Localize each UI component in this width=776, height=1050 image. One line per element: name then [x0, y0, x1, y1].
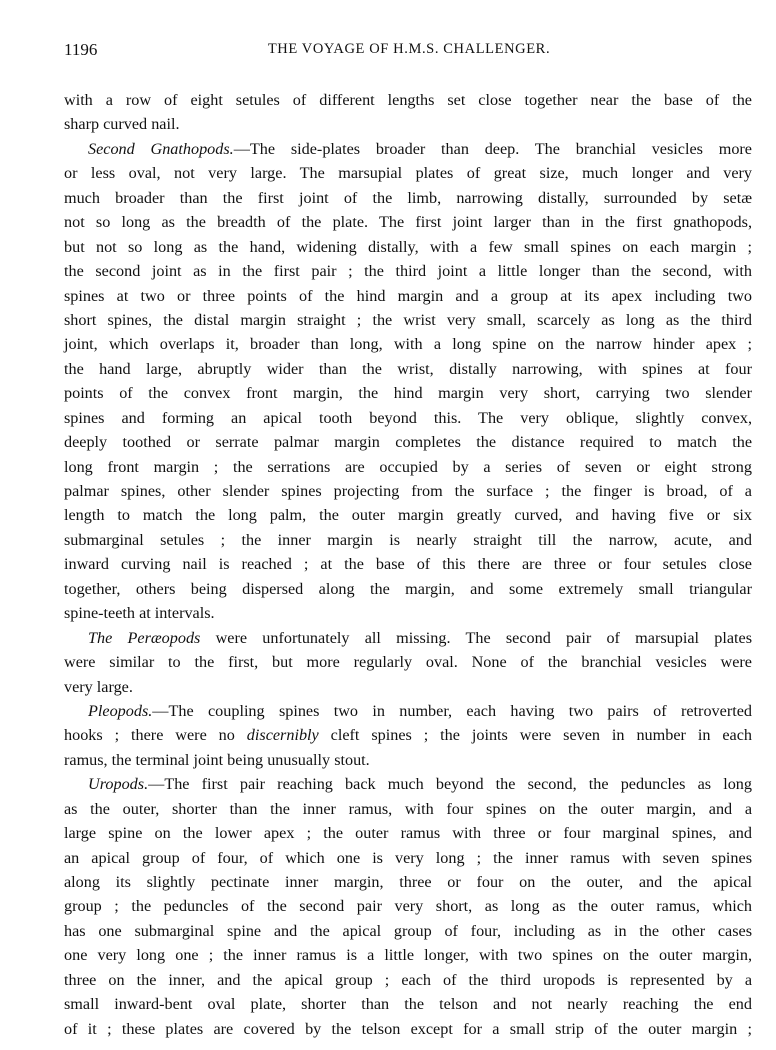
text-line [64, 552, 752, 576]
text-segment: large spine on the lower apex ; the outer ramus with three or four marginal spines, and [64, 824, 752, 843]
text-segment: —The first pair reaching back much beyond the second, the peduncles as long [148, 775, 752, 794]
text-line [64, 112, 752, 136]
text-segment: together, others being dispersed along the margin, and some extremely small triangular [64, 579, 752, 598]
text-segment: small inward-bent oval plate, shorter than the telson and not nearly reaching the end [64, 995, 752, 1014]
text-line [64, 137, 752, 161]
text-segment: group ; the peduncles of the second pair very short, as long as the outer ramus, which [64, 897, 752, 916]
text-segment: the second joint as in the first pair ; the third joint a little longer than the second, with [64, 262, 752, 281]
text-line [64, 919, 752, 943]
text-segment: ramus, the terminal joint being unusually stout. [64, 750, 370, 769]
text-segment: an apical group of four, of which one is very long ; the inner ramus with seven spines [64, 848, 752, 867]
text-line [64, 772, 752, 796]
text-line [64, 1017, 752, 1041]
text-segment: the hand large, abruptly wider than the wrist, distally narrowing, with spines at four [64, 359, 752, 378]
text-line [64, 503, 752, 527]
text-segment: spines and forming an apical tooth beyond this. The very oblique, slightly convex, [64, 408, 752, 427]
text-segment: three on the inner, and the apical group ; each of the third uropods is represented by a [64, 970, 752, 989]
text-segment: as the outer, shorter than the inner ramus, with four spines on the outer margin, and a [64, 799, 752, 818]
text-line [64, 308, 752, 332]
text-segment: along its slightly pectinate inner margin, three or four on the outer, and the apical [64, 873, 752, 891]
text-segment: deeply toothed or serrate palmar margin completes the distance required to match the [64, 433, 752, 452]
text-line [64, 259, 752, 283]
text-line [64, 186, 752, 210]
text-segment: much broader than the first joint of the limb, narrowing distally, surrounded by setæ [64, 188, 752, 207]
text-line [64, 821, 752, 845]
text-line [64, 357, 752, 381]
text-segment: one very long one ; the inner ramus is a little longer, with two spines on the outer margin, [64, 946, 752, 965]
text-segment: were unfortunately all missing. The second pair of marsupial plates [200, 628, 752, 647]
text-line [64, 846, 752, 870]
text-line [64, 870, 752, 894]
text-line [64, 284, 752, 308]
text-segment: has one submarginal spine and the apical group of four, including as in the other cases [64, 921, 752, 940]
text-segment: but not so long as the hand, widening distally, with a few small spines on each margin ; [64, 237, 752, 256]
italic-text: The Peræopods [88, 628, 201, 647]
text-line [64, 577, 752, 601]
text-segment: with a row of eight setules of different lengths set close together near the base of the [64, 91, 752, 109]
text-line [64, 430, 752, 454]
text-line [64, 88, 752, 112]
text-line [64, 406, 752, 430]
text-segment: were similar to the first, but more regularly oval. None of the branchial vesicles were [64, 653, 752, 672]
text-segment: inward curving nail is reached ; at the base of this there are three or four setules close [64, 555, 752, 574]
text-line [64, 210, 752, 234]
text-line [64, 723, 752, 747]
text-segment: or less oval, not very large. The marsupial plates of great size, much longer and very [64, 164, 752, 183]
text-line [64, 626, 752, 650]
text-segment: joint, which overlaps it, broader than long, with a long spine on the narrow hinder apex ; [64, 335, 752, 354]
text-segment: sharp curved nail. [64, 115, 180, 134]
text-segment: palmar spines, other slender spines projecting from the surface ; the finger is broad, of a [64, 482, 752, 500]
text-line [64, 528, 752, 552]
text-line [64, 797, 752, 821]
text-line [64, 943, 752, 967]
text-line [64, 968, 752, 992]
text-line [64, 894, 752, 918]
running-title: THE VOYAGE OF H.M.S. CHALLENGER. [267, 41, 551, 57]
text-segment: spines at two or three points of the hind margin and a group at its apex including two [64, 286, 752, 305]
text-line [64, 992, 752, 1016]
italic-text: Second Gnathopods. [88, 139, 234, 158]
text-line [64, 235, 752, 259]
page-number: 1196 [64, 40, 98, 59]
text-segment: —The coupling spines two in number, each having two pairs of retroverted [152, 701, 752, 720]
text-line [64, 455, 752, 479]
text-segment: submarginal setules ; the inner margin is nearly straight till the narrow, acute, and [64, 530, 752, 549]
italic-text: discernibly [246, 726, 319, 745]
text-line [64, 650, 752, 674]
italic-text: Pleopods. [88, 701, 153, 720]
text-segment: of it ; these plates are covered by the telson except for a small strip of the outer margin ; [64, 1019, 752, 1038]
text-line [64, 601, 752, 625]
text-line [64, 479, 752, 503]
text-segment: hooks ; there were no [64, 726, 247, 745]
text-line [64, 675, 752, 699]
italic-text: Uropods. [88, 775, 149, 794]
text-line [64, 699, 752, 723]
text-line [64, 161, 752, 185]
text-segment: —The side-plates broader than deep. The branchial vesicles more [233, 139, 752, 158]
body-text [64, 88, 752, 1041]
text-segment: length to match the long palm, the outer margin greatly curved, and having five or six [64, 506, 752, 525]
text-segment: cleft spines ; the joints were seven in number in each [318, 726, 752, 745]
text-segment: points of the convex front margin, the hind margin very short, carrying two slender [64, 384, 752, 403]
text-line [64, 748, 752, 772]
text-segment: long front margin ; the serrations are occupied by a series of seven or eight strong [64, 457, 752, 476]
text-segment: spine-teeth at intervals. [64, 604, 215, 623]
text-segment: not so long as the breadth of the plate. The first joint larger than in the first gnathopods, [64, 213, 752, 232]
text-segment: very large. [64, 677, 133, 696]
running-header [64, 40, 754, 64]
text-line [64, 332, 752, 356]
text-segment: short spines, the distal margin straight ; the wrist very small, scarcely as long as the third [64, 310, 752, 329]
text-line [64, 381, 752, 405]
